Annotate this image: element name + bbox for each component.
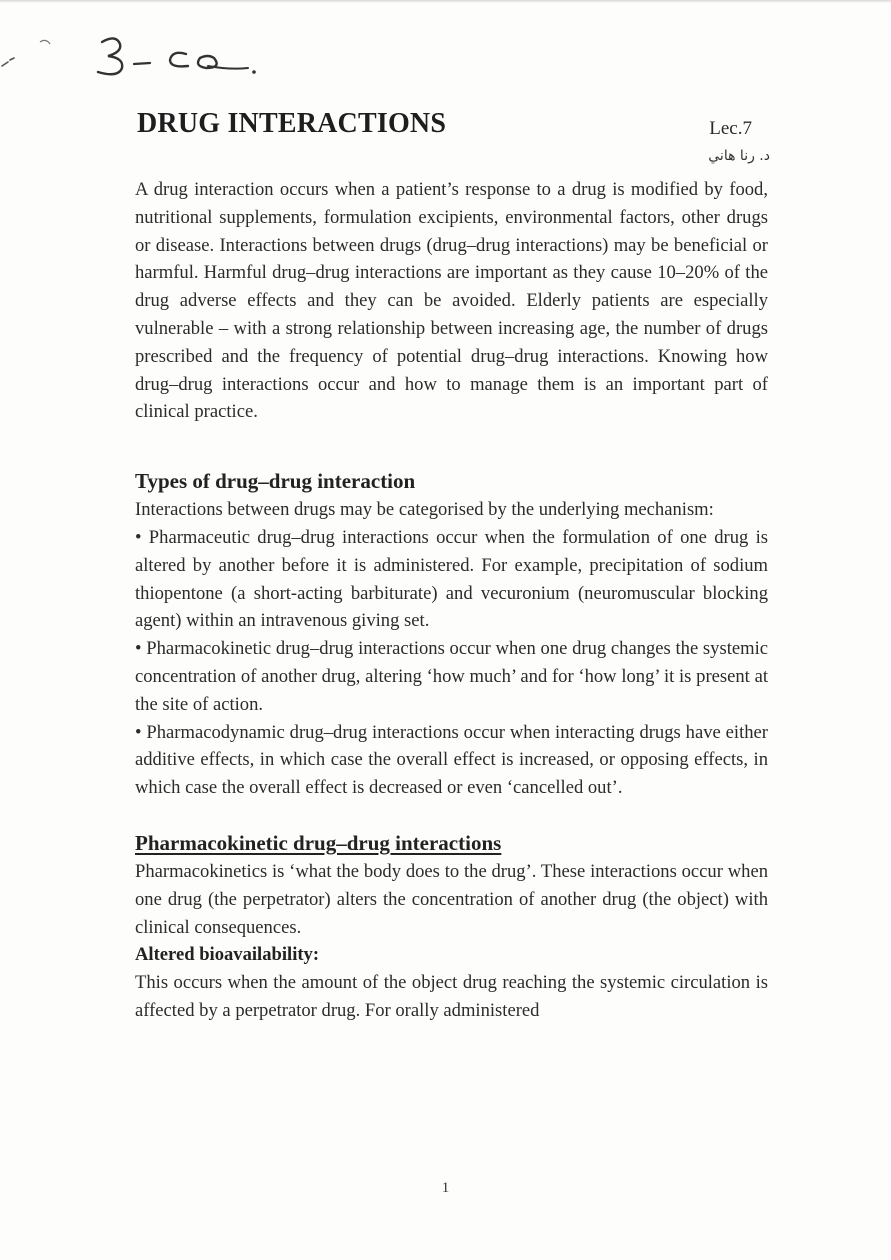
section-heading-types: Types of drug–drug interaction bbox=[135, 469, 416, 494]
intro-paragraph: A drug interaction occurs when a patient’s response to a drug is modified by food, nutritional supplements, formulation excipients, environmental factors, other drugs or disease. Interactions between drugs (drug–drug interactions) may be beneficial or harmful. Harmful drug–drug interactions are important as they cause 10–20% of the drug adverse effects and they can be avoided. Elderly patients are especially vulnerable – with a strong relationship between increasing age, the number of drugs prescribed and the frequency of potential drug–drug interactions. Knowing how drug–drug interactions occur and how to manage them is an important part of clinical practice. bbox=[135, 179, 768, 423]
bullet-pharmacodynamic: • Pharmacodynamic drug–drug interactions occur when interacting drugs have either additive effects, in which case the overall effect is increased, or opposing effects, in which case the overall effect is decreased or even ‘cancelled out’. bbox=[135, 721, 768, 799]
author-name: د. رنا هاني bbox=[708, 148, 770, 164]
scan-edge bbox=[0, 0, 891, 3]
document-title: DRUG INTERACTIONS bbox=[137, 108, 447, 139]
bullet-pharmacokinetic: • Pharmacokinetic drug–drug interactions occur when one drug changes the systemic concentration of another drug, altering ‘how much’ and for ‘how long’ it is present at the site of action. bbox=[135, 638, 768, 715]
section-spacer bbox=[135, 802, 768, 828]
types-lead-paragraph: Interactions between drugs may be categorised by the underlying mechanism: bbox=[135, 499, 714, 521]
document-body bbox=[135, 176, 768, 1025]
bullet-pharmaceutic: • Pharmaceutic drug–drug interactions occur when the formulation of one drug is altered by another before it is administered. For example, precipitation of sodium thiopentone (a short-acting barbiturate) and vecuronium (neuromuscular blocking agent) within an intravenous giving set. bbox=[135, 526, 768, 632]
bioavailability-paragraph: This occurs when the amount of the object drug reaching the systemic circulation is affected by a perpetrator drug. For orally administered bbox=[135, 972, 768, 1021]
pen-mark-icon bbox=[0, 38, 60, 78]
handwritten-note bbox=[90, 32, 280, 92]
lecture-number: Lec.7 bbox=[709, 118, 752, 139]
pharmacokinetic-paragraph: Pharmacokinetics is ‘what the body does to the drug’. These interactions occur when one drug (the perpetrator) alters the concentration of another drug (the object) with clinical consequences. bbox=[135, 860, 768, 938]
document-header bbox=[137, 108, 769, 148]
subheading-altered-bioavailability: Altered bioavailability: bbox=[135, 944, 320, 966]
page-number: 1 bbox=[441, 1180, 450, 1196]
section-heading-pharmacokinetic: Pharmacokinetic drug–drug interactions bbox=[135, 830, 502, 855]
